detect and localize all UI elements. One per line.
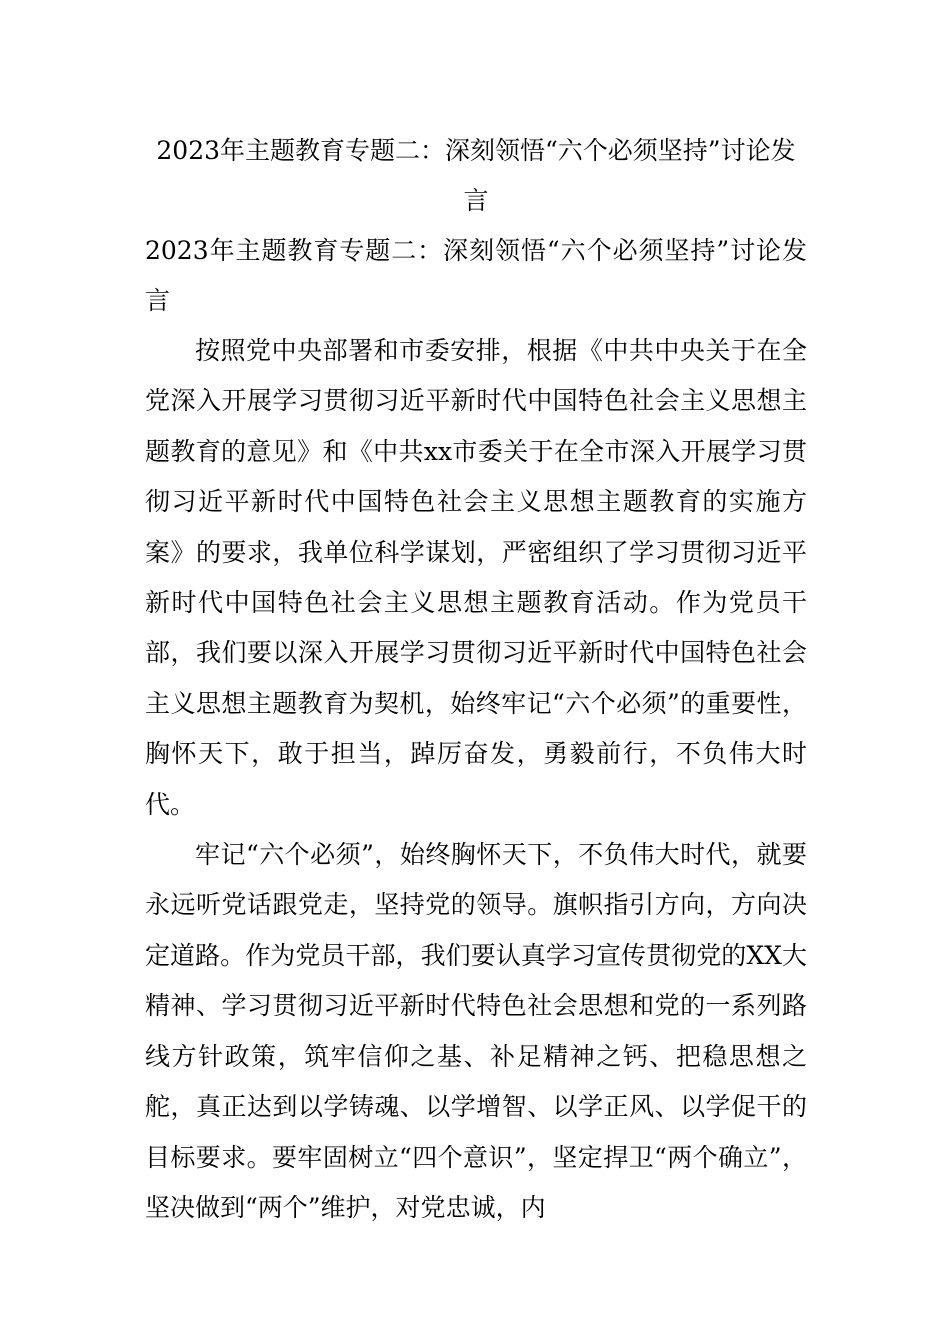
document-title: 2023年主题教育专题二：深刻领悟“六个必须坚持”讨论发言 — [156, 136, 796, 215]
paragraph-2: 牢记“六个必须”，始终胸怀天下，不负伟大时代，就要永远听党话跟党走，坚持党的领导。旗帜指引方向，方向决定道路。作为党员干部，我们要认真学习宣传贯彻党的XX大精神、学习贯彻习近平新时代特色社会思想和党的一系列路线方针政策，筑牢信仰之基、补足精神之钙、把稳思想之舵，真正达到以学铸魂、以学增智、以学正风、以学促干的目标要求。要牢固树立“四个意识”，坚定捍卫“两个确立”，坚决做到“两个”维护，对党忠诚，内 — [145, 840, 807, 1222]
document-subtitle: 2023年主题教育专题二：深刻领悟“六个必须坚持”讨论发言 — [145, 236, 807, 315]
document-body — [145, 126, 807, 1233]
paragraph-1: 按照党中央部署和市委安排，根据《中共中央关于在全党深入开展学习贯彻习近平新时代中国特色社会主义思想主题教育的意见》和《中共xx市委关于在全市深入开展学习贯彻习近平新时代中国特色社会主义思想主题教育的实施方案》的要求，我单位科学谋划，严密组织了学习贯彻习近平新时代中国特色社会主义思想主题教育活动。作为党员干部，我们要以深入开展学习贯彻习近平新时代中国特色社会主义思想主题教育为契机，始终牢记“六个必须”的重要性，胸怀天下，敢于担当，踔厉奋发，勇毅前行，不负伟大时代。 — [145, 336, 807, 819]
